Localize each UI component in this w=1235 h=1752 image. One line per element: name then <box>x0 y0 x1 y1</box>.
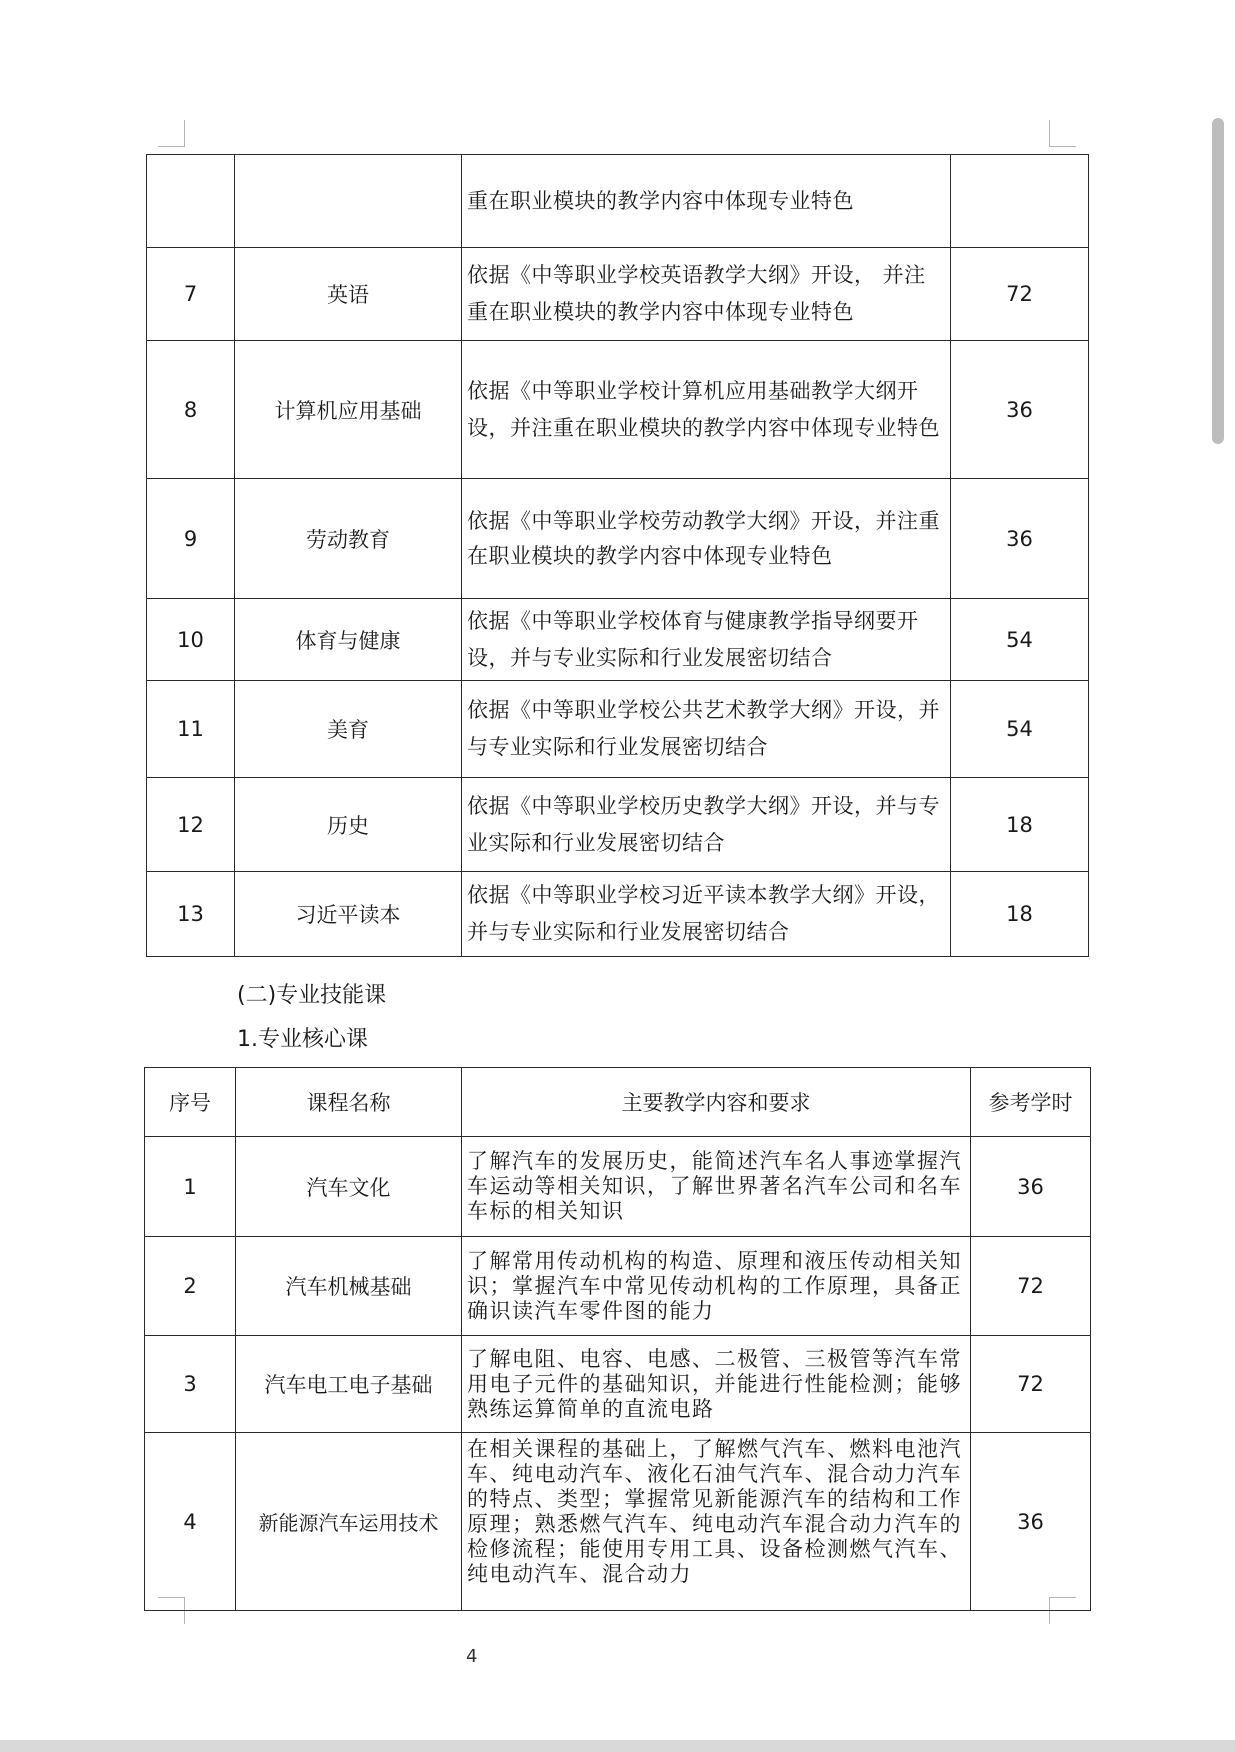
course-name: 汽车文化 <box>236 1137 462 1237</box>
table-row <box>147 681 1089 778</box>
subsection-heading: 1.专业核心课 <box>237 1027 368 1052</box>
course-name: 汽车机械基础 <box>236 1237 462 1336</box>
table-row <box>147 599 1089 681</box>
crop-mark-top-left <box>158 120 185 147</box>
course-name: 计算机应用基础 <box>235 341 462 479</box>
course-name: 体育与健康 <box>235 599 462 681</box>
row-number: 13 <box>147 872 235 957</box>
table-row <box>145 1137 1091 1237</box>
row-number: 2 <box>145 1237 236 1336</box>
row-number: 11 <box>147 681 235 778</box>
course-hours: 54 <box>951 599 1089 681</box>
course-hours: 36 <box>951 341 1089 479</box>
row-number: 1 <box>145 1137 236 1237</box>
course-content: 了解电阻、电容、电感、二极管、三极管等汽车常用电子元件的基础知识，并能进行性能检测；能够熟练运算简单的直流电路 <box>462 1336 971 1433</box>
course-name: 劳动教育 <box>235 479 462 599</box>
course-hours: 72 <box>971 1237 1091 1336</box>
row-number: 8 <box>147 341 235 479</box>
header-content: 主要教学内容和要求 <box>462 1068 971 1137</box>
table-row <box>147 341 1089 479</box>
course-hours: 72 <box>971 1336 1091 1433</box>
course-content: 依据《中等职业学校习近平读本教学大纲》开设， 并与专业实际和行业发展密切结合 <box>462 872 951 957</box>
public-courses-table <box>146 154 1089 957</box>
table-header-row <box>145 1068 1091 1137</box>
row-number <box>147 155 235 248</box>
course-hours: 18 <box>951 872 1089 957</box>
row-number: 9 <box>147 479 235 599</box>
course-name: 新能源汽车运用技术 <box>236 1433 462 1611</box>
course-hours: 36 <box>971 1433 1091 1611</box>
table-row <box>145 1433 1091 1611</box>
course-content: 依据《中等职业学校计算机应用基础教学大纲开设，并注重在职业模块的教学内容中体现专业特色 <box>462 341 951 479</box>
course-content: 依据《中等职业学校公共艺术教学大纲》开设，并与专业实际和行业发展密切结合 <box>462 681 951 778</box>
course-content: 了解汽车的发展历史，能简述汽车名人事迹掌握汽车运动等相关知识，了解世界著名汽车公司和名车车标的相关知识 <box>462 1137 971 1237</box>
crop-mark-top-right <box>1049 120 1076 147</box>
course-content: 依据《中等职业学校英语教学大纲》开设， 并注重在职业模块的教学内容中体现专业特色 <box>462 248 951 341</box>
course-content: 了解常用传动机构的构造、原理和液压传动相关知识；掌握汽车中常见传动机构的工作原理，具备正确识读汽车零件图的能力 <box>462 1237 971 1336</box>
row-number: 12 <box>147 778 235 872</box>
course-content: 依据《中等职业学校历史教学大纲》开设，并与专业实际和行业发展密切结合 <box>462 778 951 872</box>
course-name <box>235 155 462 248</box>
course-name: 美育 <box>235 681 462 778</box>
table-row <box>145 1237 1091 1336</box>
course-name: 习近平读本 <box>235 872 462 957</box>
row-number: 4 <box>145 1433 236 1611</box>
course-hours: 72 <box>951 248 1089 341</box>
course-content: 在相关课程的基础上，了解燃气汽车、燃料电池汽车、纯电动汽车、液化石油气汽车、混合动力汽车的特点、类型；掌握常见新能源汽车的结构和工作原理；熟悉燃气汽车、纯电动汽车混合动力汽车的检修流程；能使用专用工具、设备检测燃气汽车、纯电动汽车、混合动力 <box>462 1433 971 1611</box>
table-row <box>147 872 1089 957</box>
course-name: 英语 <box>235 248 462 341</box>
course-hours: 36 <box>951 479 1089 599</box>
table-row <box>145 1336 1091 1433</box>
table-row <box>147 155 1089 248</box>
vertical-scrollbar[interactable] <box>1212 118 1224 444</box>
course-content: 依据《中等职业学校劳动教学大纲》开设，并注重在职业模块的教学内容中体现专业特色 <box>462 479 951 599</box>
course-hours: 36 <box>971 1137 1091 1237</box>
course-hours: 54 <box>951 681 1089 778</box>
header-course-name: 课程名称 <box>236 1068 462 1137</box>
row-number: 3 <box>145 1336 236 1433</box>
course-hours <box>951 155 1089 248</box>
bottom-bar <box>0 1740 1235 1752</box>
course-content: 依据《中等职业学校体育与健康教学指导纲要开设，并与专业实际和行业发展密切结合 <box>462 599 951 681</box>
page-number: 4 <box>466 1646 478 1667</box>
table-row <box>147 248 1089 341</box>
table-row <box>147 479 1089 599</box>
row-number: 7 <box>147 248 235 341</box>
course-content: 重在职业模块的教学内容中体现专业特色 <box>462 155 951 248</box>
section-heading: (二)专业技能课 <box>237 983 387 1008</box>
header-number: 序号 <box>145 1068 236 1137</box>
row-number: 10 <box>147 599 235 681</box>
course-name: 汽车电工电子基础 <box>236 1336 462 1433</box>
header-hours: 参考学时 <box>971 1068 1091 1137</box>
core-courses-table <box>144 1067 1091 1611</box>
course-hours: 18 <box>951 778 1089 872</box>
table-row <box>147 778 1089 872</box>
course-name: 历史 <box>235 778 462 872</box>
